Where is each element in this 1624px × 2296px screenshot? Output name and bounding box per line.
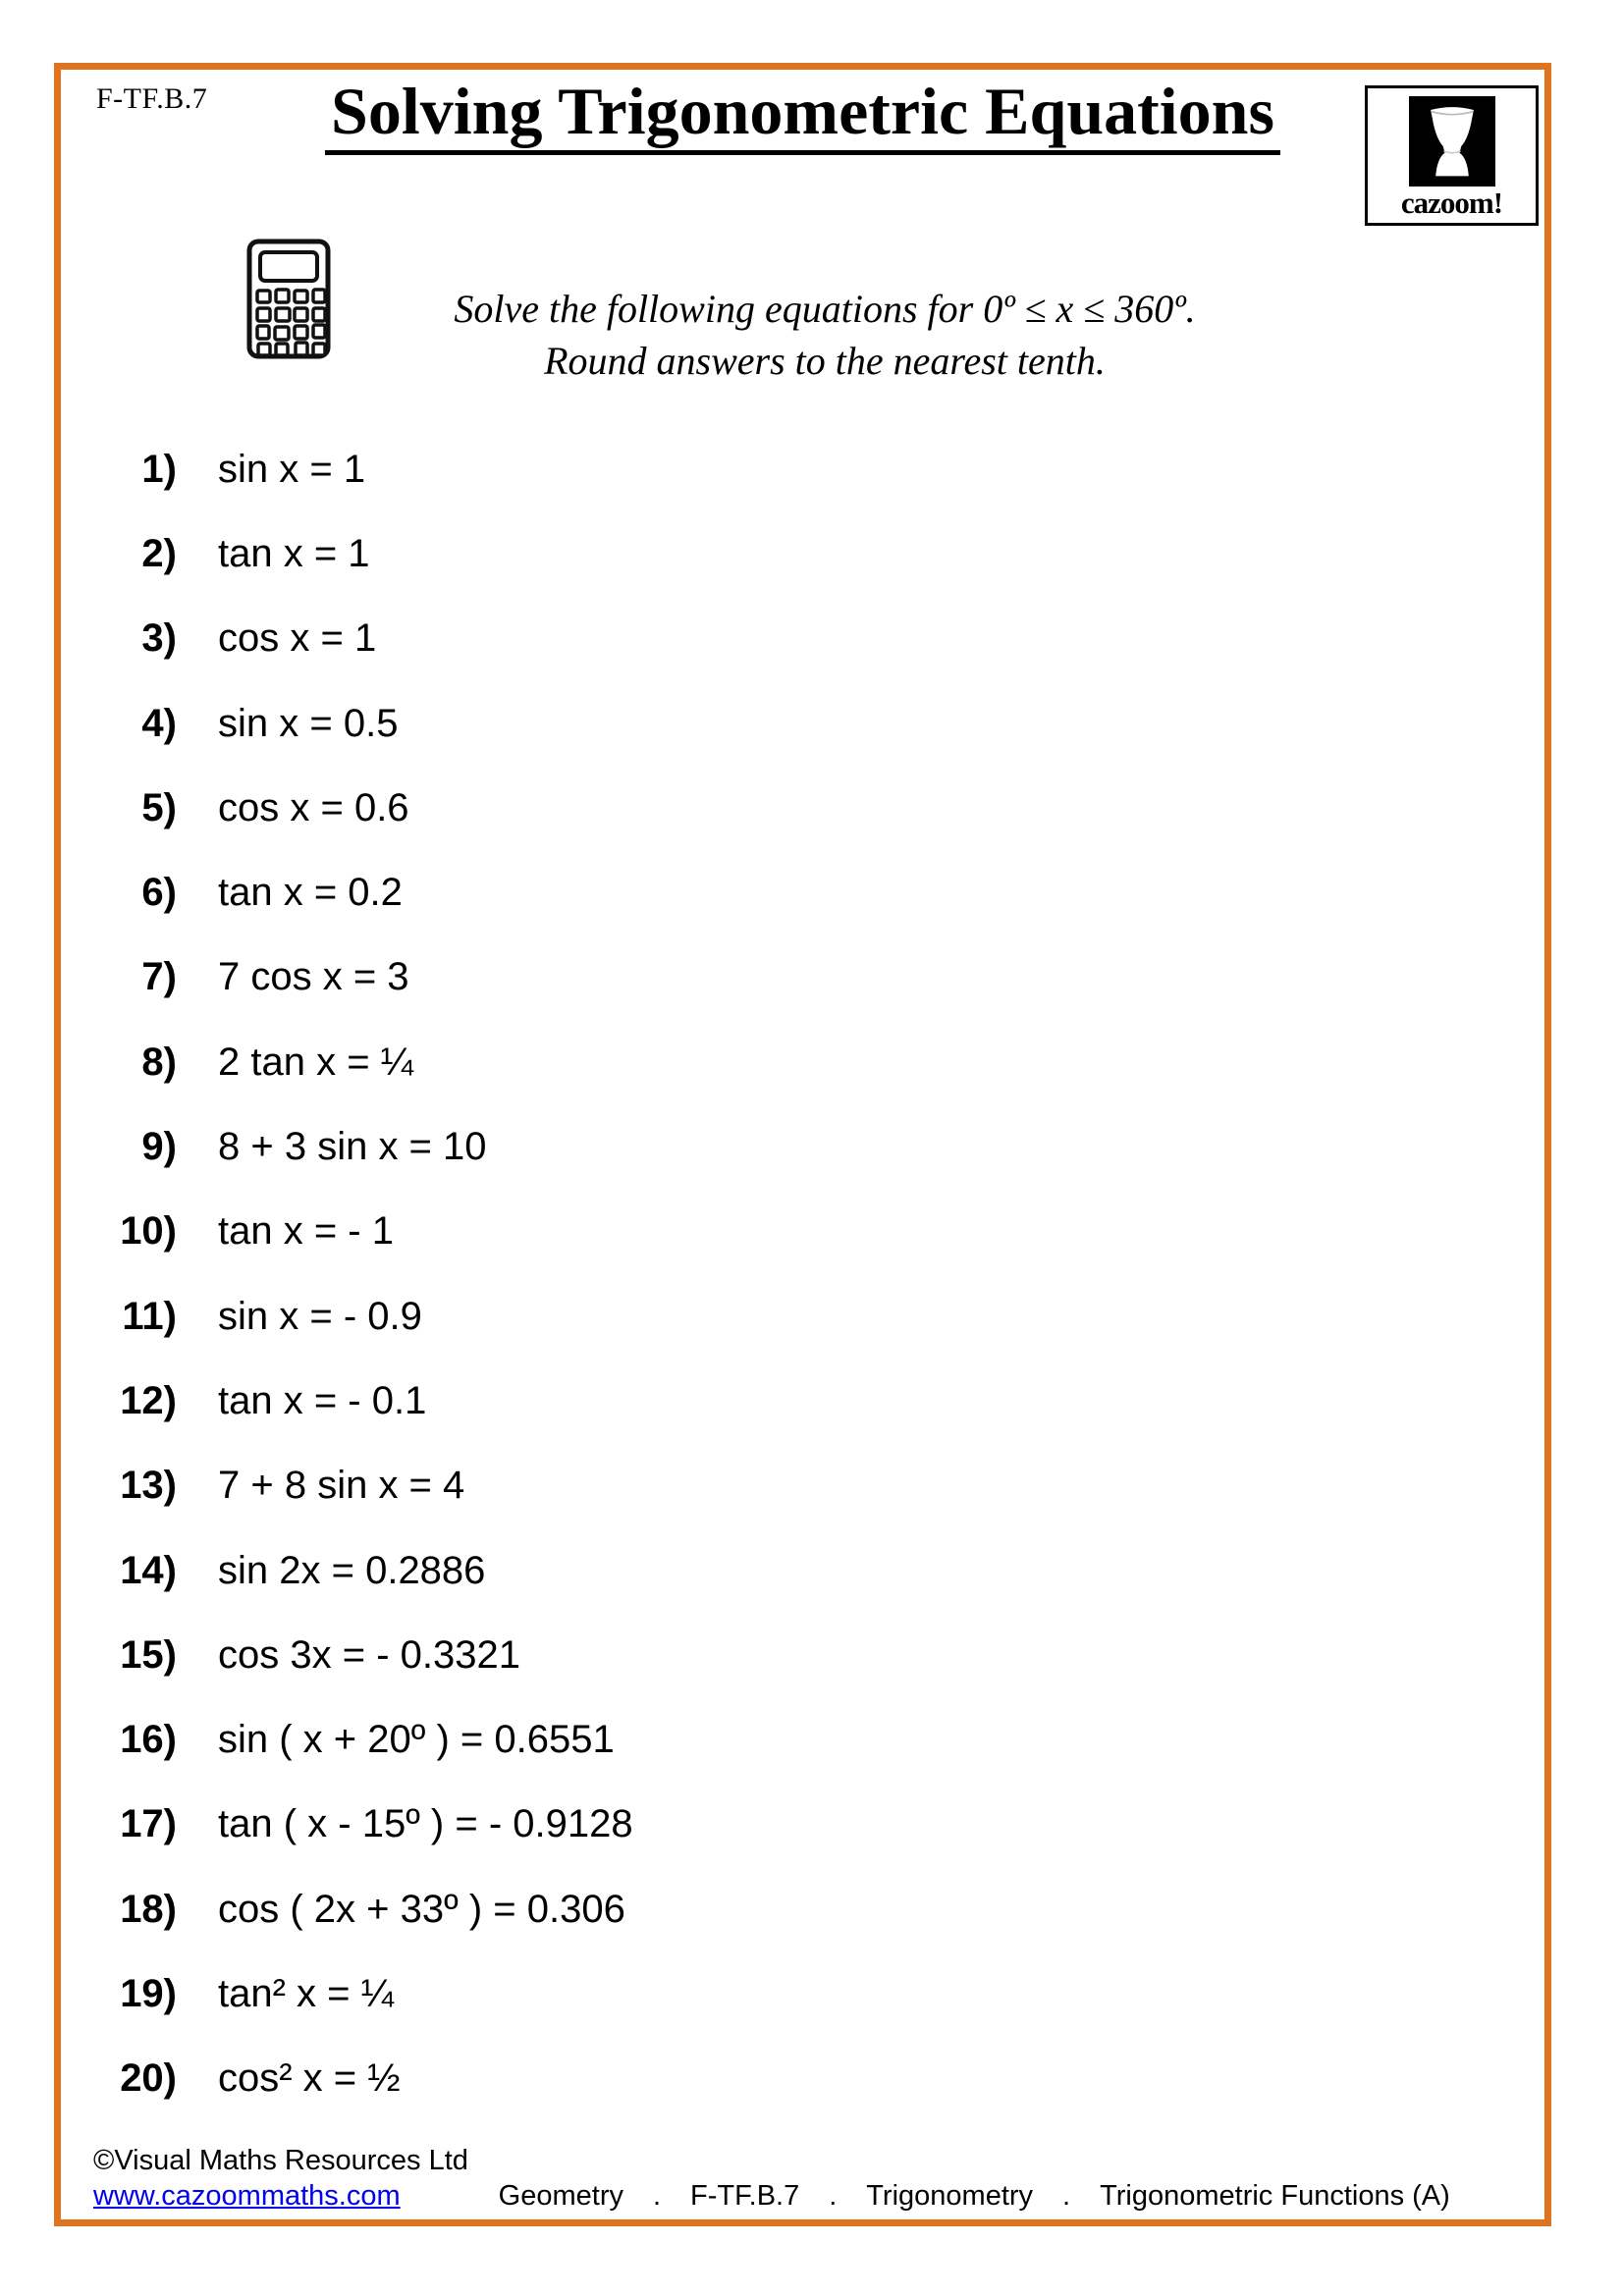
instructions-line-2: Round answers to the nearest tenth.	[544, 339, 1106, 383]
question-text: cos ( 2x + 33º ) = 0.306	[218, 1887, 625, 1931]
footer-category: F-TF.B.7	[690, 2180, 800, 2212]
question-number: 17)	[120, 1802, 177, 1846]
question-text: tan x = - 0.1	[218, 1378, 427, 1422]
question-text: sin 2x = 0.2886	[218, 1548, 486, 1592]
question-row	[69, 1359, 1345, 1443]
question-row	[69, 1444, 1345, 1528]
question-row	[69, 681, 1345, 766]
question-row	[69, 1528, 1345, 1613]
instructions	[295, 283, 1355, 387]
question-number: 12)	[120, 1378, 177, 1422]
question-number: 19)	[120, 1971, 177, 2015]
question-text: sin x = 0.5	[218, 701, 399, 745]
question-row	[69, 427, 1345, 511]
question-number: 8)	[141, 1040, 177, 1084]
question-text: sin x = - 0.9	[218, 1294, 422, 1338]
question-number: 18)	[120, 1887, 177, 1931]
question-number: 3)	[141, 616, 177, 661]
footer-category: Trigonometry	[866, 2180, 1034, 2212]
question-row	[69, 1613, 1345, 1697]
question-number: 4)	[141, 701, 177, 745]
cazoom-logo	[1365, 85, 1539, 226]
title-wrap	[54, 74, 1551, 155]
question-number: 1)	[141, 447, 177, 491]
question-text: tan ( x - 15º ) = - 0.9128	[218, 1802, 633, 1846]
question-row	[69, 597, 1345, 681]
question-number: 11)	[122, 1294, 177, 1338]
footer-categories	[499, 2179, 1450, 2213]
question-text: 7 cos x = 3	[218, 955, 409, 999]
question-row	[69, 850, 1345, 934]
footer-link[interactable]: www.cazoommaths.com	[93, 2180, 401, 2212]
question-text: sin ( x + 20º ) = 0.6551	[218, 1718, 615, 1762]
logo-drum-square	[1409, 96, 1495, 187]
question-text: cos x = 0.6	[218, 785, 409, 829]
question-row	[69, 1190, 1345, 1274]
question-number: 14)	[120, 1548, 177, 1592]
question-row	[69, 1867, 1345, 1951]
standard-code: F-TF.B.7	[96, 82, 208, 115]
question-text: tan x = 1	[218, 531, 370, 575]
question-text: cos² x = ½	[218, 2056, 401, 2101]
question-text: 7 + 8 sin x = 4	[218, 1464, 465, 1508]
instructions-line-1: Solve the following equations for 0º ≤ x ≤ 360º.	[454, 287, 1196, 331]
question-list	[69, 427, 1345, 2121]
drum-icon	[1416, 102, 1489, 181]
footer-separator: .	[1062, 2180, 1071, 2212]
question-number: 10)	[120, 1209, 177, 1254]
question-row	[69, 766, 1345, 850]
question-number: 9)	[141, 1125, 177, 1169]
footer-separator: .	[829, 2180, 838, 2212]
question-row	[69, 1274, 1345, 1359]
question-text: cos x = 1	[218, 616, 377, 661]
question-text: tan x = 0.2	[218, 871, 403, 915]
page-title: Solving Trigonometric Equations	[325, 77, 1280, 155]
question-row	[69, 1104, 1345, 1189]
footer-category: Geometry	[498, 2180, 623, 2212]
logo-wordmark: cazoom!	[1400, 186, 1503, 220]
footer-copyright: ©Visual Maths Resources Ltd	[93, 2145, 468, 2176]
question-row	[69, 1697, 1345, 1782]
footer-category: Trigonometric Functions (A)	[1100, 2180, 1450, 2212]
question-number: 2)	[141, 531, 177, 575]
footer-separator: .	[652, 2180, 662, 2212]
footer-line	[93, 2179, 1517, 2213]
question-text: 8 + 3 sin x = 10	[218, 1125, 487, 1169]
question-number: 20)	[120, 2056, 177, 2101]
question-number: 13)	[120, 1464, 177, 1508]
question-text: tan x = - 1	[218, 1209, 394, 1254]
question-row	[69, 2037, 1345, 2121]
question-number: 6)	[141, 871, 177, 915]
question-number: 15)	[120, 1632, 177, 1677]
question-number: 16)	[120, 1718, 177, 1762]
question-row	[69, 511, 1345, 596]
question-text: cos 3x = - 0.3321	[218, 1632, 520, 1677]
question-row	[69, 1783, 1345, 1867]
question-row	[69, 1951, 1345, 2036]
question-number: 5)	[141, 785, 177, 829]
question-text: tan² x = ¼	[218, 1971, 394, 2015]
question-text: sin x = 1	[218, 447, 366, 491]
question-number: 7)	[141, 955, 177, 999]
question-row	[69, 935, 1345, 1020]
question-row	[69, 1020, 1345, 1104]
question-text: 2 tan x = ¼	[218, 1040, 414, 1084]
